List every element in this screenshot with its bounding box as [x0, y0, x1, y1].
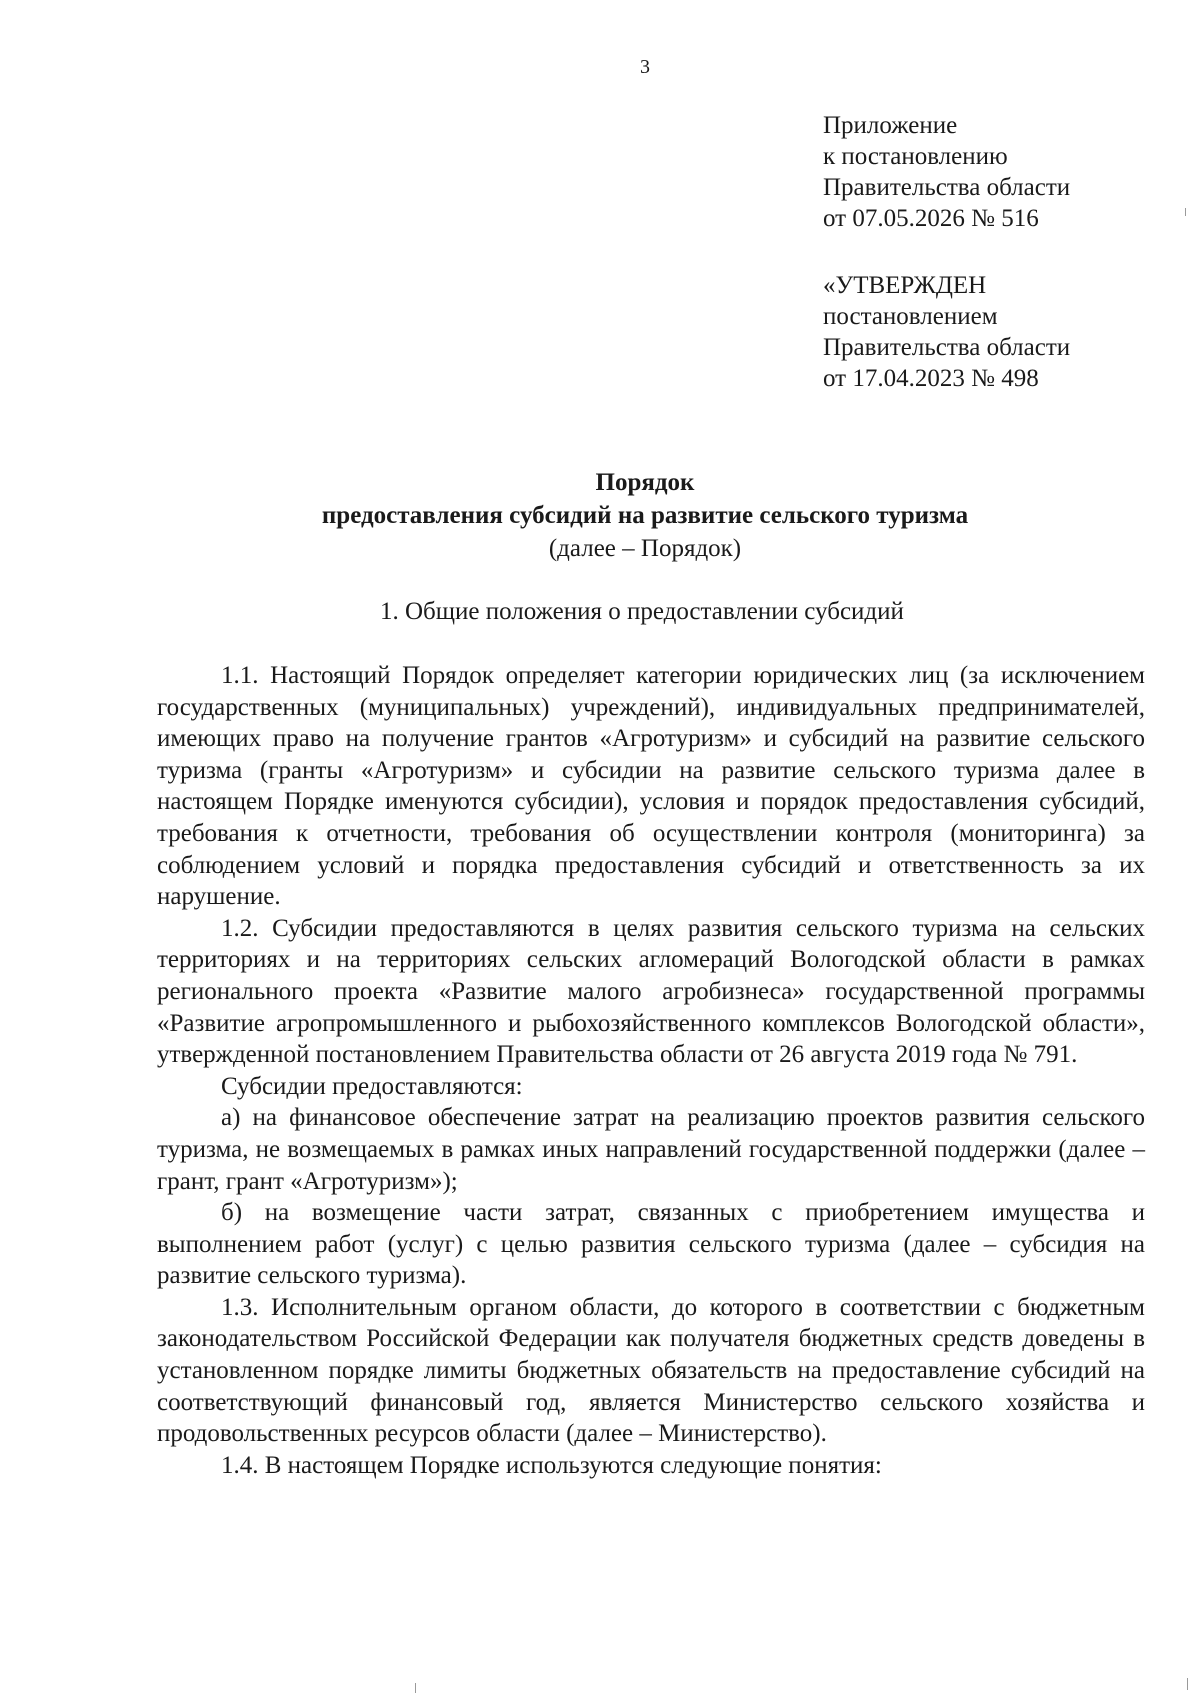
- appendix-line: Правительства области: [823, 174, 1071, 201]
- scan-mark: [1187, 1678, 1188, 1690]
- approved-line: «УТВЕРЖДЕН: [823, 272, 987, 299]
- scan-mark: [415, 1683, 416, 1693]
- paragraph-item-a: а) на финансовое обеспечение затрат на реализацию проектов развития сельского туризма, не возмещаемых в рамках иных направлений государственной поддержки (далее – грант, грант «Агротуризм»);: [157, 1104, 1145, 1195]
- appendix-line: к постановлению: [823, 143, 1008, 170]
- paragraph-1-2: 1.2. Субсидии предоставляются в целях развития сельского туризма на сельских территориях и на территориях сельских агломераций Вологодской области в рамках регионального проекта «Развитие малого агробизнеса» государственной программы «Развитие агропромышленного и рыбохозяйственного комплексов Вологодской области», утвержденной постановлением Правительства области от 26 августа 2019 года № 791.: [157, 914, 1145, 1069]
- page-number: 3: [640, 56, 650, 78]
- appendix-date-number: от 07.05.2026 № 516: [823, 205, 1039, 232]
- appendix-line: Приложение: [823, 112, 958, 139]
- title-line: предоставления субсидий на развитие сельского туризма: [321, 502, 969, 529]
- appendix-block: [823, 110, 1070, 234]
- section-heading: 1. Общие положения о предоставлении субсидий: [380, 598, 904, 625]
- approved-block: [823, 270, 1070, 394]
- approved-date-number: от 17.04.2023 № 498: [823, 365, 1039, 392]
- title-subline: (далее – Порядок): [548, 535, 742, 562]
- body-text: [157, 660, 1145, 1481]
- paragraph-1-3: 1.3. Исполнительным органом области, до которого в соответствии с бюджетным законодательством Российской Федерации как получателя бюджетных средств доведены в установленном порядке лимиты бюджетных обязательств на предоставление субсидий на соответствующий финансовый год, является Министерство сельского хозяйства и продовольственных ресурсов области (далее – Министерство).: [157, 1293, 1145, 1448]
- paragraph-subsidies-intro: Субсидии предоставляются:: [221, 1072, 523, 1100]
- scan-mark: [1185, 208, 1186, 216]
- paragraph-1-1: 1.1. Настоящий Порядок определяет категории юридических лиц (за исключением государственных (муниципальных) учреждений), индивидуальных предпринимателей, имеющих право на получение грантов «Агротуризм» и субсидий на развитие сельского туризма (гранты «Агротуризм» и субсидии на развитие сельского туризма далее в настоящем Порядке именуются субсидии), условия и порядок предоставления субсидий, требования к отчетности, требования об осуществлении контроля (мониторинга) за соблюдением условий и порядка предоставления субсидий и ответственность за их нарушение.: [157, 662, 1145, 911]
- paragraph-item-b: б) на возмещение части затрат, связанных с приобретением имущества и выполнением работ (услуг) с целью развития сельского туризма (далее – субсидия на развитие сельского туризма).: [157, 1199, 1145, 1290]
- title-line: Порядок: [595, 469, 695, 496]
- approved-line: Правительства области: [823, 334, 1071, 361]
- document-title: [0, 466, 1200, 565]
- paragraph-1-4: 1.4. В настоящем Порядке используются следующие понятия:: [221, 1451, 882, 1479]
- approved-line: постановлением: [823, 303, 998, 330]
